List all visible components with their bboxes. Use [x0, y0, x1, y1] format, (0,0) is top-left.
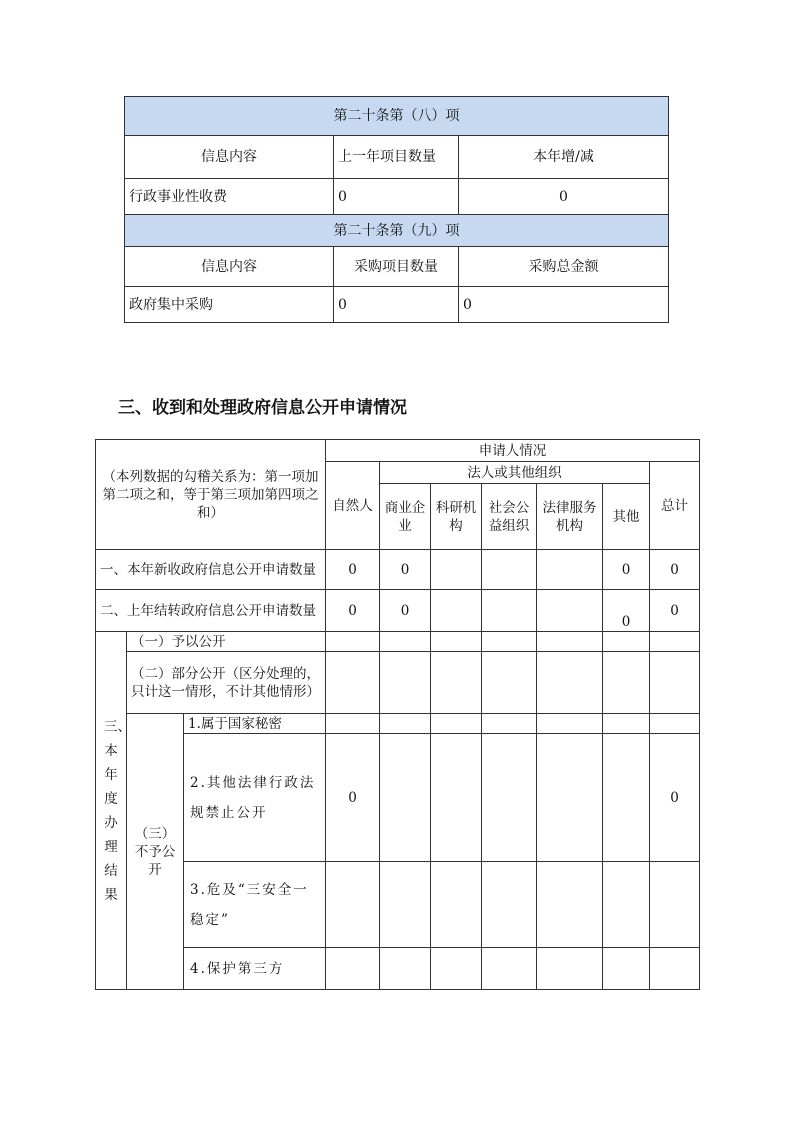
- table-row: [96, 652, 700, 714]
- section8-title: 第二十条第（八）项: [125, 97, 669, 136]
- row1-business: 0: [380, 550, 431, 590]
- total-header: 总计: [650, 462, 700, 550]
- applicant-header: 申请人情况: [326, 440, 700, 462]
- row3-2-label: （二）部分公开（区分处理的，只计这一情形，不计其他情形）: [127, 652, 326, 714]
- section9-title: 第二十条第（九）项: [125, 215, 669, 247]
- section9-header-amount: 采购总金额: [459, 247, 669, 287]
- row2-total: 0: [650, 590, 700, 632]
- row3-3-item-1: 1.属于国家秘密: [184, 714, 326, 734]
- row2-business: 0: [380, 590, 431, 632]
- row3-3-item-3: 3.危及“三安全一稳定”: [184, 862, 326, 948]
- row2-label: 二、上年结转政府信息公开申请数量: [96, 590, 326, 632]
- table-note: （本列数据的勾稽关系为：第一项加第二项之和，等于第三项加第四项之和）: [96, 440, 326, 550]
- section3-title: 三、收到和处理政府信息公开申请情况: [118, 398, 407, 418]
- row3-1-label: （一）予以公开: [127, 632, 326, 652]
- section9-amount: 0: [459, 287, 669, 323]
- section9-header-count: 采购项目数量: [334, 247, 459, 287]
- row1-natural: 0: [326, 550, 380, 590]
- org-public-welfare-header: 社会公益组织: [482, 484, 537, 550]
- section8-header-prev-count: 上一年项目数量: [334, 136, 459, 179]
- row3-3-2-total: 0: [650, 734, 700, 862]
- section9-row-label: 政府集中采购: [125, 287, 334, 323]
- application-table: [95, 439, 700, 990]
- section9-count: 0: [334, 287, 459, 323]
- row2-other: 0: [603, 590, 650, 632]
- section8-header-content: 信息内容: [125, 136, 334, 179]
- section8-header-change: 本年增/减: [459, 136, 669, 179]
- row3-3-item-4: 4.保护第三方: [184, 948, 326, 990]
- legal-org-header: 法人或其他组织: [380, 462, 650, 484]
- disclosure-table-1: [124, 96, 669, 323]
- row3-3-label: （三）不予公开: [127, 714, 184, 990]
- table-row: [96, 550, 700, 590]
- row2-natural: 0: [326, 590, 380, 632]
- section8-prev-count: 0: [334, 179, 459, 215]
- org-legal-service-header: 法律服务机构: [537, 484, 603, 550]
- row3-3-item-2: 2.其他法律行政法规禁止公开: [184, 734, 326, 862]
- section9-header-content: 信息内容: [125, 247, 334, 287]
- table-row: [96, 948, 700, 990]
- row3-3-2-natural: 0: [326, 734, 380, 862]
- section8-row-label: 行政事业性收费: [125, 179, 334, 215]
- row1-label: 一、本年新收政府信息公开申请数量: [96, 550, 326, 590]
- org-other-header: 其他: [603, 484, 650, 550]
- table-row: [96, 862, 700, 948]
- table-row: [96, 632, 700, 652]
- section8-change: 0: [459, 179, 669, 215]
- table-row: [96, 734, 700, 862]
- row3-label: 三、本年度办理结果: [96, 632, 127, 990]
- org-business-header: 商业企业: [380, 484, 431, 550]
- table-row: [96, 590, 700, 632]
- row1-total: 0: [650, 550, 700, 590]
- row1-other: 0: [603, 550, 650, 590]
- natural-person-header: 自然人: [326, 462, 380, 550]
- table-row: [96, 714, 700, 734]
- org-research-header: 科研机构: [431, 484, 482, 550]
